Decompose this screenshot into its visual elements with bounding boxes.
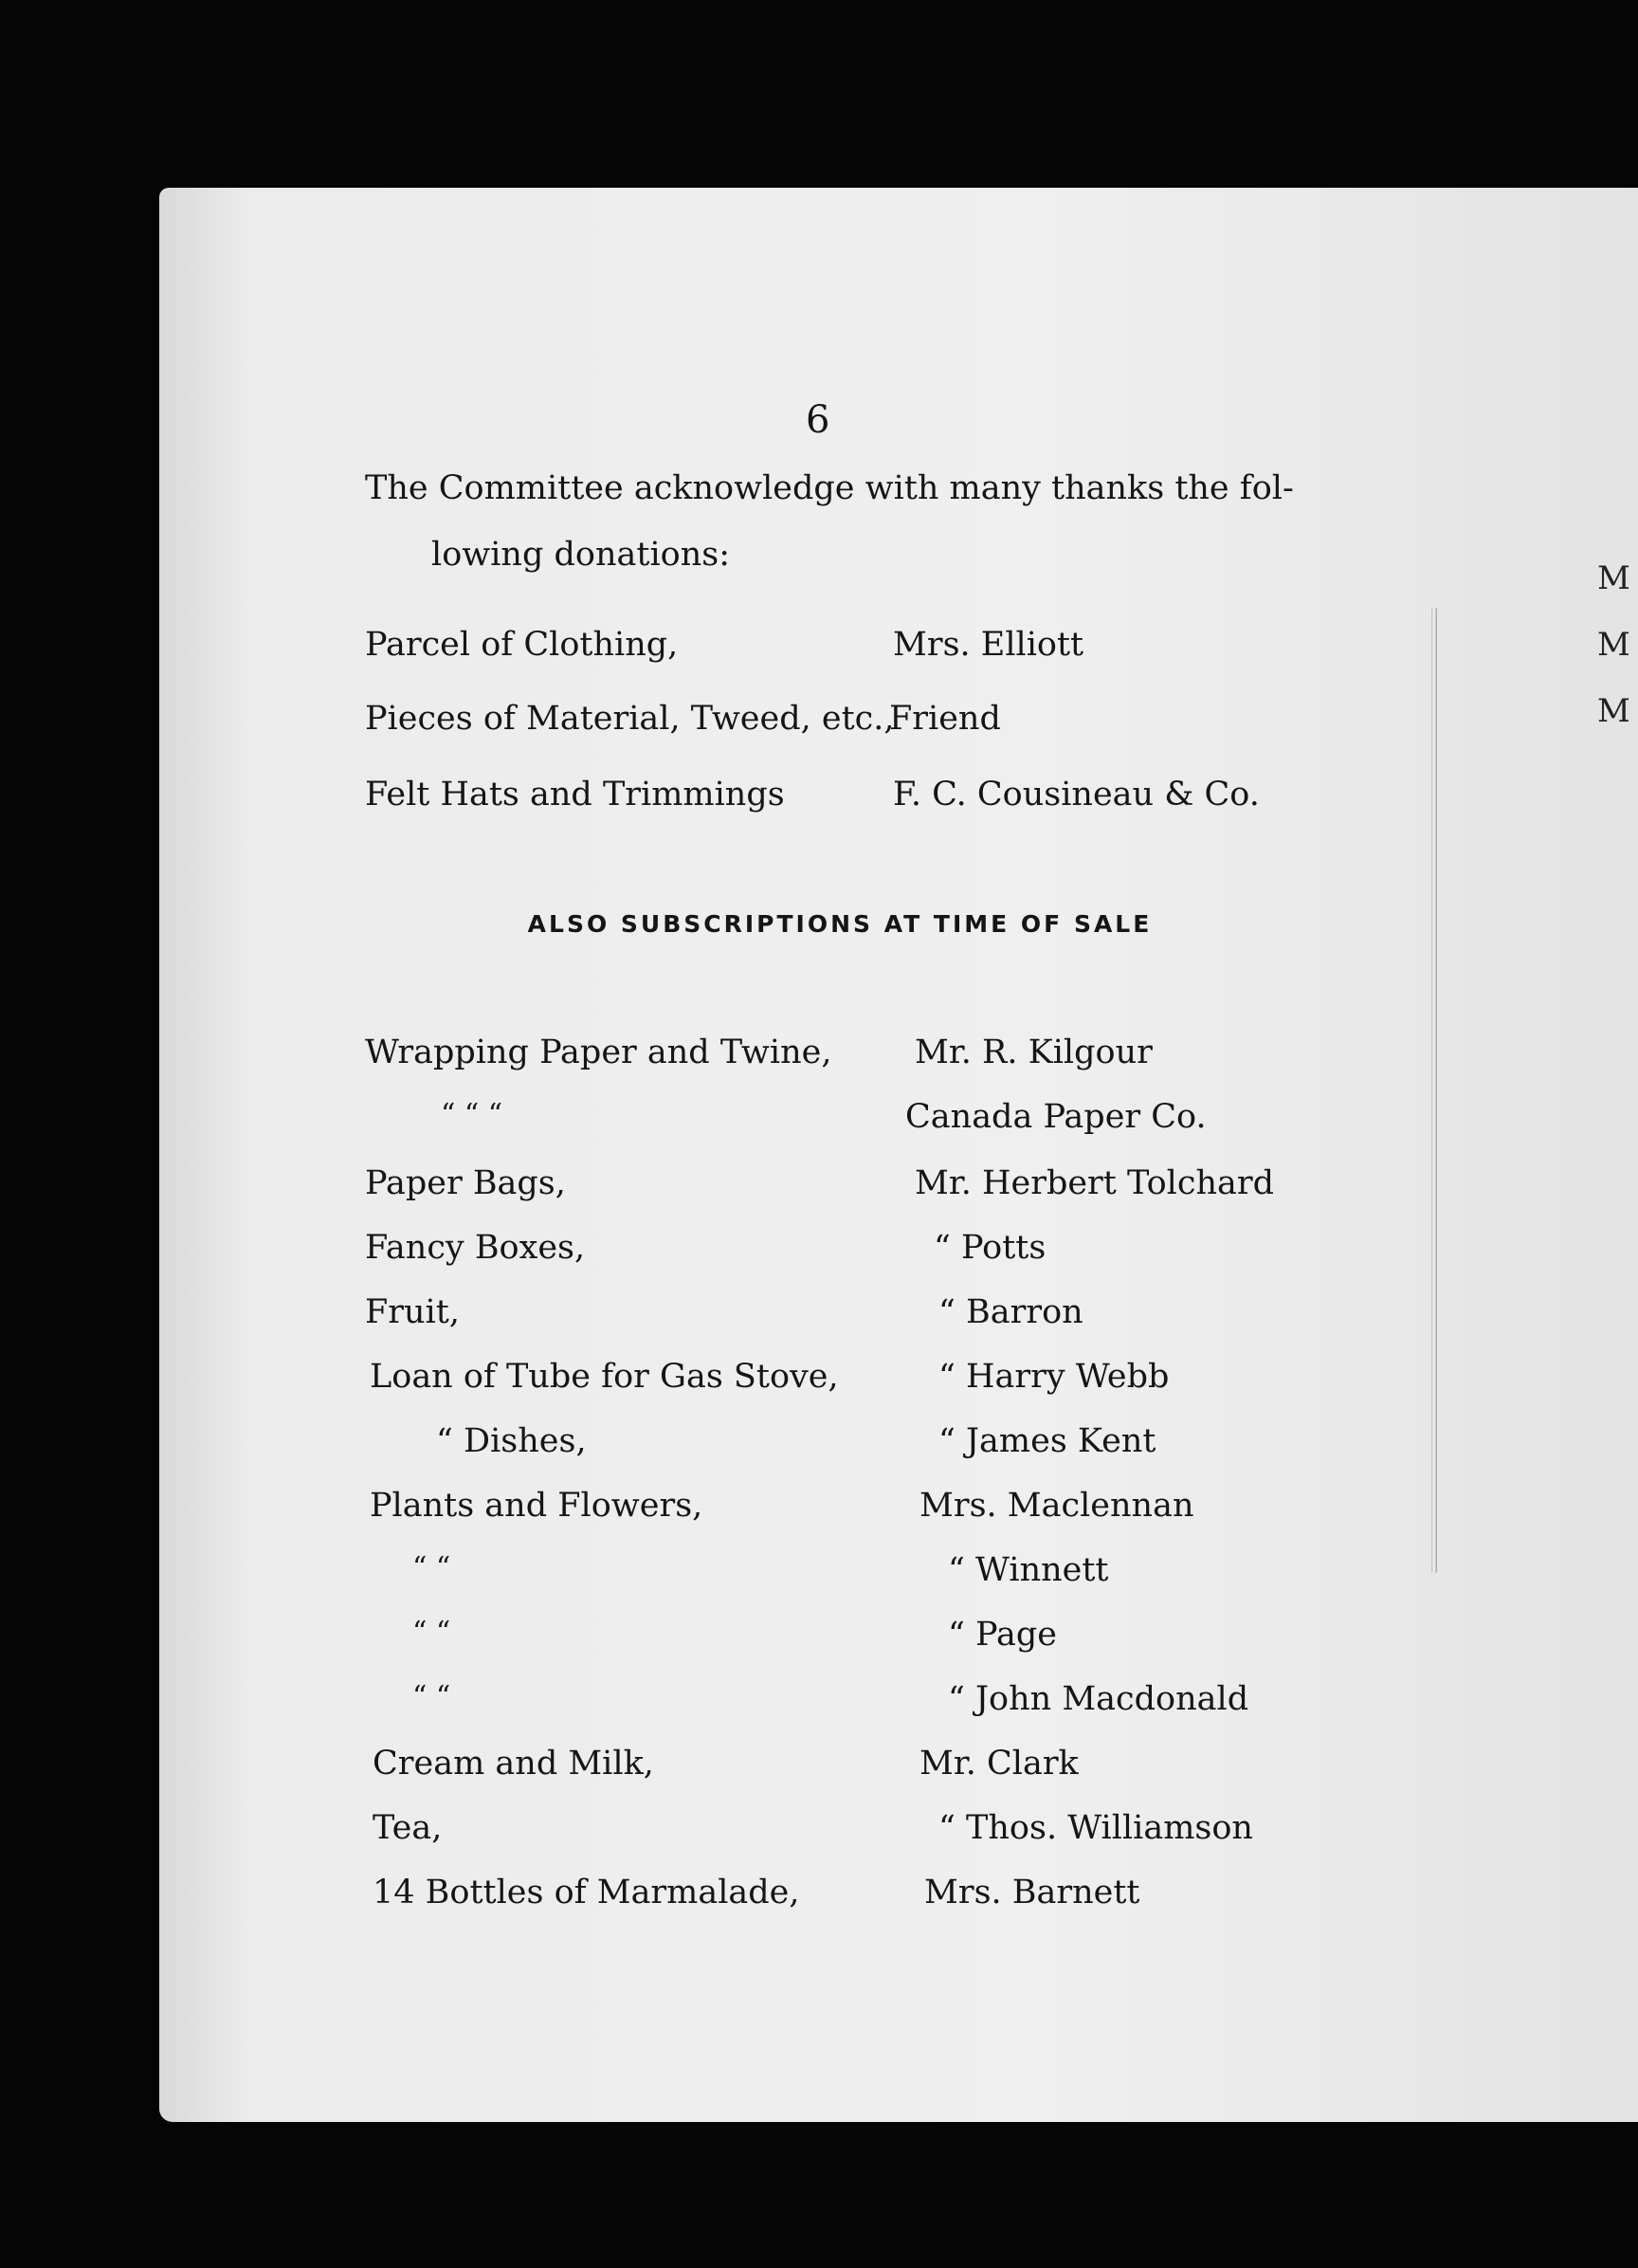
donation-donor: Mrs. Elliott: [893, 626, 1084, 664]
facing-page-letter: M: [1597, 626, 1630, 664]
subscription-row: [0, 1551, 1623, 1599]
subscription-row: [0, 1745, 1623, 1792]
subscription-donor: Mr. R. Kilgour: [915, 1033, 1153, 1071]
subscription-row: [0, 1487, 1623, 1534]
donation-row: [0, 626, 1623, 673]
subscription-item: Tea,: [373, 1809, 443, 1847]
donation-donor: Friend: [889, 700, 1001, 738]
subscription-donor: “ James Kent: [938, 1422, 1156, 1460]
facing-page-letter: M: [1597, 559, 1630, 597]
subscription-donor: “ Harry Webb: [938, 1358, 1170, 1396]
donation-item: Pieces of Material, Tweed, etc.,: [365, 700, 895, 738]
subscription-donor: Mrs. Barnett: [924, 1874, 1140, 1911]
subscription-item: “ “ “: [441, 1098, 503, 1131]
subscription-row: [0, 1033, 1623, 1081]
facing-page-letter: M: [1597, 692, 1630, 730]
subscription-row: [0, 1358, 1623, 1405]
subscription-donor: Mr. Clark: [919, 1745, 1079, 1783]
subscription-donor: “ Page: [948, 1616, 1057, 1654]
donation-row: [0, 700, 1623, 747]
subscription-donor: “ Barron: [938, 1293, 1083, 1331]
subscription-row: [0, 1293, 1623, 1341]
subscription-donor: “ John Macdonald: [948, 1680, 1249, 1718]
subscription-item: 14 Bottles of Marmalade,: [373, 1874, 800, 1911]
subscription-row: [0, 1874, 1623, 1921]
subscription-item: Paper Bags,: [365, 1164, 566, 1202]
subscription-donor: “ Potts: [934, 1229, 1046, 1267]
subscription-donor: Canada Paper Co.: [905, 1098, 1207, 1136]
subscription-row: [0, 1229, 1623, 1276]
subscription-donor: “ Thos. Williamson: [938, 1809, 1253, 1847]
subscription-donor: “ Winnett: [948, 1551, 1109, 1589]
subscription-item: Cream and Milk,: [373, 1745, 654, 1783]
subscription-donor: Mrs. Maclennan: [919, 1487, 1194, 1525]
page-number: 6: [806, 398, 830, 442]
subscription-item: “ “: [412, 1680, 451, 1713]
subscription-row: [0, 1098, 1623, 1145]
subscription-row: [0, 1616, 1623, 1663]
subscription-item: Loan of Tube for Gas Stove,: [370, 1358, 839, 1396]
subscription-donor: Mr. Herbert Tolchard: [915, 1164, 1275, 1202]
subscription-item: “ “: [412, 1551, 451, 1584]
subscription-row: [0, 1680, 1623, 1728]
donation-item: Felt Hats and Trimmings: [365, 776, 785, 814]
subscription-item: Plants and Flowers,: [370, 1487, 703, 1525]
subscription-item: Fancy Boxes,: [365, 1229, 586, 1267]
subscription-row: [0, 1422, 1623, 1470]
donation-donor: F. C. Cousineau & Co.: [893, 776, 1260, 814]
subscription-item: “ “: [412, 1616, 451, 1649]
donation-item: Parcel of Clothing,: [365, 626, 679, 664]
subscription-item: “ Dishes,: [436, 1422, 587, 1460]
subscriptions-heading: ALSO SUBSCRIPTIONS AT TIME OF SALE: [527, 910, 1153, 938]
subscription-item: Wrapping Paper and Twine,: [365, 1033, 832, 1071]
intro-line-1: The Committee acknowledge with many thanks the fol-: [365, 469, 1294, 507]
subscription-row: [0, 1164, 1623, 1212]
subscription-item: Fruit,: [365, 1293, 460, 1331]
subscription-row: [0, 1809, 1623, 1856]
intro-line-2: lowing donations:: [431, 536, 730, 574]
donation-row: [0, 776, 1623, 823]
